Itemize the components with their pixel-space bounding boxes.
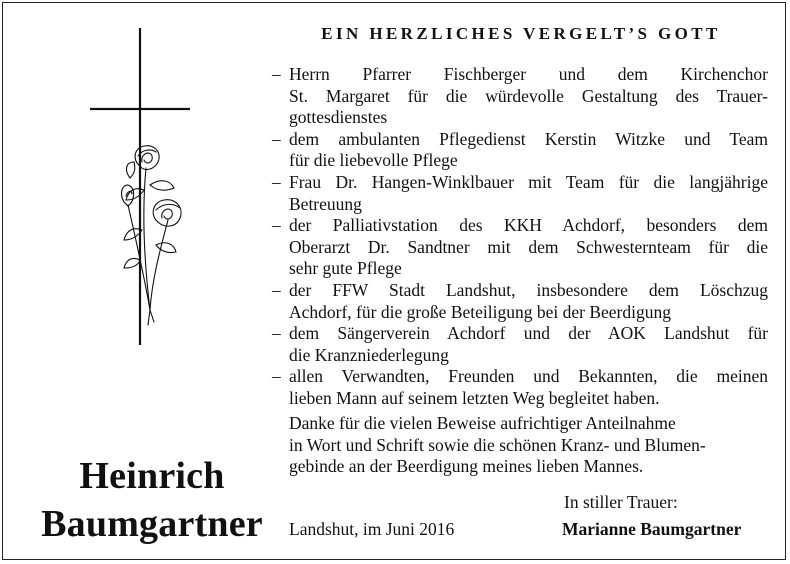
notice-heading: EIN HERZLICHES VERGELT’S GOTT <box>321 24 721 43</box>
list-item-line: gottesdienstes <box>289 107 388 128</box>
list-item <box>272 64 768 129</box>
list-item-line: Oberarzt Dr. Sandtner mit dem Schwesternteam für die <box>289 236 768 257</box>
list-item <box>272 172 768 215</box>
list-item <box>272 323 768 366</box>
list-item-line: Frau Dr. Hangen-Winklbauer mit Team für die langjährige <box>289 171 768 192</box>
closing-line: Danke für die vielen Beweise aufrichtiger Anteilnahme <box>289 413 676 433</box>
closing-line: in Wort und Schrift sowie die schönen Kranz- und Blumen- <box>289 434 706 455</box>
deceased-last-name: Baumgartner <box>41 503 263 545</box>
list-item <box>272 366 768 409</box>
list-item-line: Herrn Pfarrer Fischberger und dem Kirchenchor <box>289 64 768 84</box>
list-item <box>272 215 768 280</box>
list-item-line: für die liebevolle Pflege <box>289 150 458 171</box>
signature-intro: In stiller Trauer: <box>564 492 678 512</box>
cross-with-roses-icon <box>80 20 210 350</box>
dash-bullet: – <box>272 279 281 300</box>
closing-line: gebinde an der Beerdigung meines lieben Mannes. <box>289 456 644 477</box>
signature-name: Marianne Baumgartner <box>562 519 742 539</box>
list-item-line: St. Margaret für die würdevolle Gestaltung des Trauer- <box>289 85 768 106</box>
list-item-line: lieben Mann auf seinem letzten Weg begleitet haben. <box>289 387 660 408</box>
deceased-first-name: Heinrich <box>79 455 225 497</box>
list-item-line: dem Sängerverein Achdorf und der AOK Landshut für <box>289 323 768 344</box>
closing-paragraph <box>289 413 759 478</box>
list-item-line: die Kranzniederlegung <box>289 344 449 365</box>
list-item-line: dem ambulanten Pflegedienst Kerstin Witzke und Team <box>289 128 768 149</box>
list-item-line: der Palliativstation des KKH Achdorf, besonders dem <box>289 215 768 236</box>
list-item <box>272 129 768 172</box>
deceased-name <box>22 452 282 548</box>
thanks-list <box>272 64 768 410</box>
dash-bullet: – <box>272 171 281 192</box>
dash-bullet: – <box>272 64 281 84</box>
list-item-line: der FFW Stadt Landshut, insbesondere dem Löschzug <box>289 279 768 300</box>
dash-bullet: – <box>272 128 281 149</box>
list-item-line: Betreuung <box>289 193 362 214</box>
list-item-line: allen Verwandten, Freunden und Bekannten, die meinen <box>289 366 768 387</box>
dash-bullet: – <box>272 215 281 236</box>
dash-bullet: – <box>272 366 281 387</box>
list-item-line: sehr gute Pflege <box>289 258 402 279</box>
list-item-line: Achdorf, für die große Beteiligung bei der Beerdigung <box>289 301 671 322</box>
list-item <box>272 280 768 323</box>
place-date: Landshut, im Juni 2016 <box>289 519 455 539</box>
dash-bullet: – <box>272 323 281 344</box>
